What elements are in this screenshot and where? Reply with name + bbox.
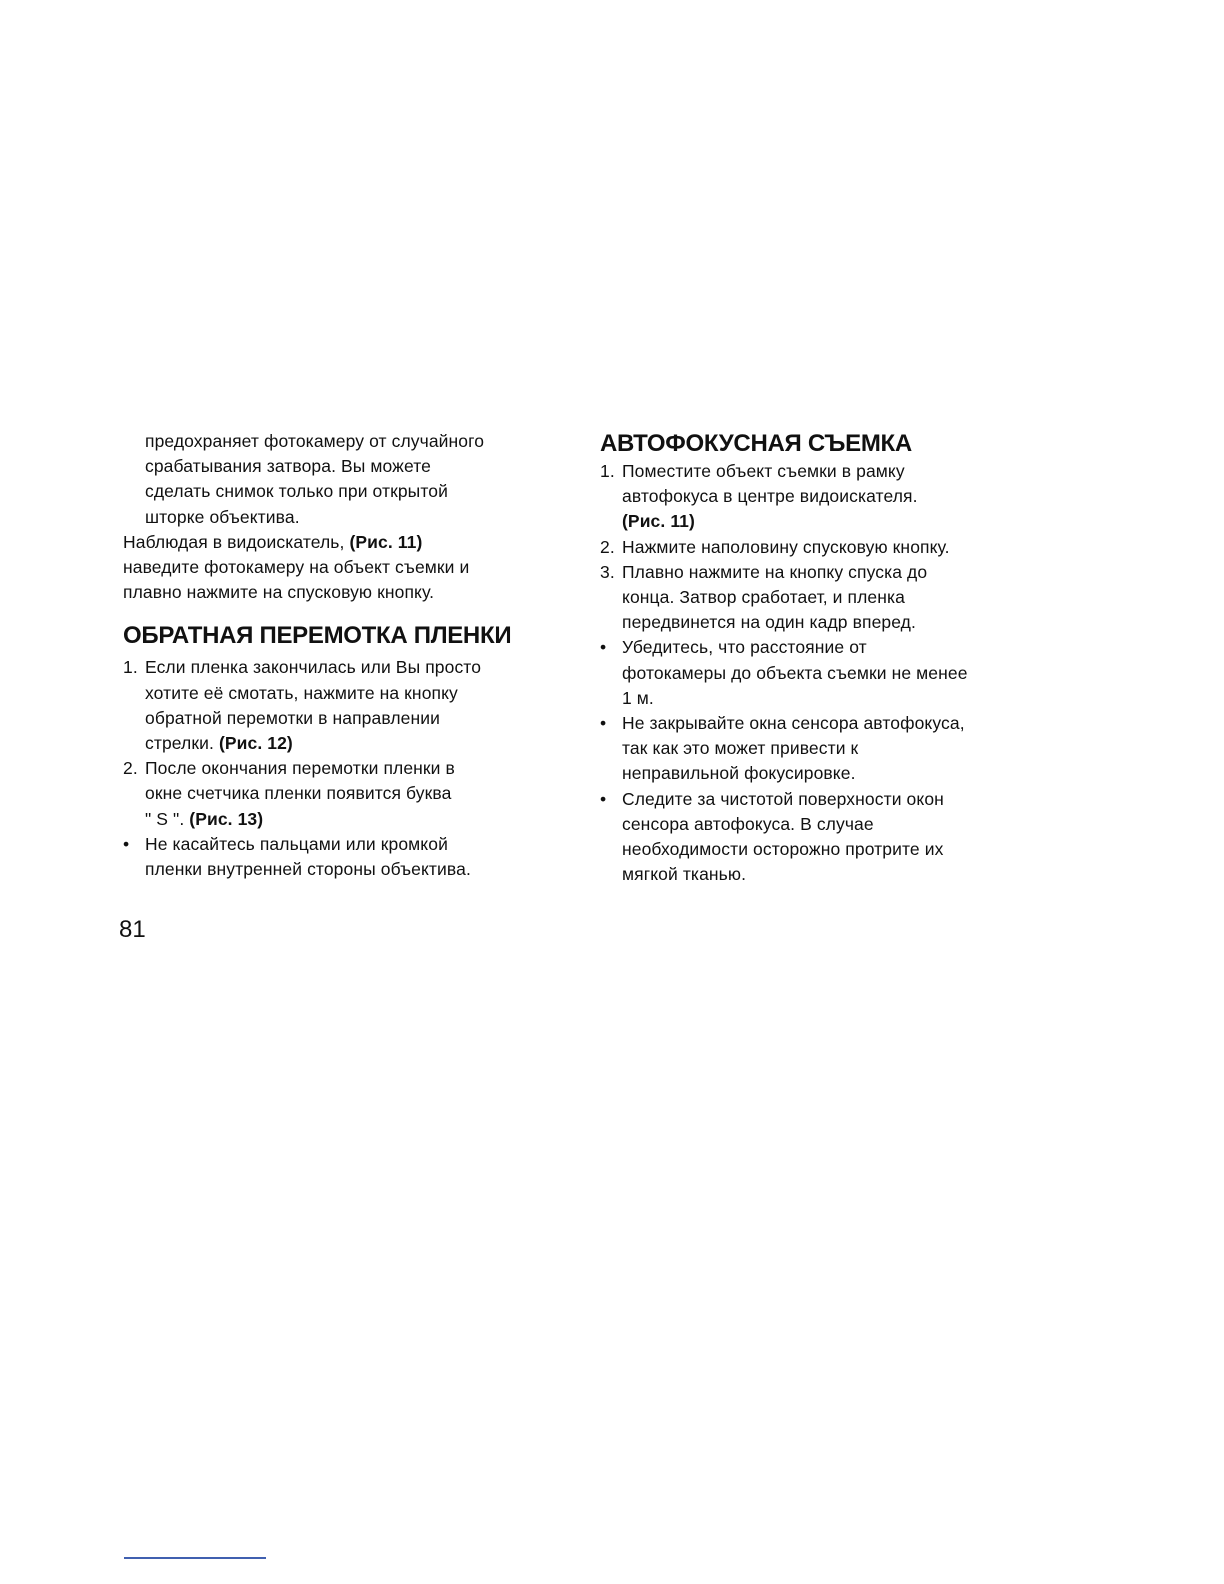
list-item [600,635,1040,711]
text-line: предохраняет фотокамеру от случайного [145,431,485,451]
text-line: Если пленка закончилась или Вы просто [145,657,482,678]
text-line [622,509,1040,534]
text-line: необходимости осторожно протрите их [622,839,944,860]
text-line: Плавно нажмите на кнопку спуска до [622,561,928,582]
text-line: мягкой тканью. [622,864,747,885]
section-heading-rewind: ОБРАТНАЯ ПЕРЕМОТКА ПЛЕНКИ [123,622,512,650]
text-line: После окончания перемотки пленки в [145,758,455,779]
text-line [123,530,563,555]
left-column [123,429,563,882]
text-line: фотокамеры до объекта съемки не менее [622,662,968,683]
intro-paragraph [123,429,563,530]
text-line: пленки внутренней стороны объектива. [145,859,471,880]
list-item [123,756,563,832]
list-marker: 1. [600,461,615,481]
text-fragment: Наблюдая в видоискатель, [123,531,345,552]
page-number: 81 [119,916,146,943]
text-line: передвинется на один кадр вперед. [622,612,916,633]
text-line: плавно нажмите на спусковую кнопку. [123,582,435,603]
figure-reference: (Рис. 11) [622,511,695,532]
text-line: Следите за чистотой поверхности окон [622,788,944,809]
list-item [123,832,563,882]
text-fragment: " S ". [145,808,185,829]
text-line: сделать снимок только при открытой [145,481,448,502]
viewfinder-paragraph [123,530,563,606]
figure-reference: (Рис. 11) [349,531,423,552]
text-line: неправильной фокусировке. [622,763,856,784]
list-item [600,787,1040,888]
bullet-marker: • [600,788,607,809]
text-line: хотите её смотать, нажмите на кнопку [145,682,458,703]
bullet-marker: • [600,713,607,734]
text-line: Не касайтесь пальцами или кромкой [145,833,448,854]
text-line: Нажмите наполовину спусковую кнопку. [622,536,950,557]
list-item [600,711,1040,787]
right-column [600,429,1040,887]
text-line: Поместите объект съемки в рамку [622,461,905,481]
list-marker: 3. [600,561,615,582]
bullet-marker: • [123,833,130,854]
text-line: Не закрывайте окна сенсора автофокуса, [622,713,965,734]
list-item [600,459,1040,535]
text-line: автофокуса в центре видоискателя. [622,486,918,507]
text-line: так как это может привести к [622,738,859,759]
text-line: шторке объектива. [145,506,300,527]
text-line [145,807,563,832]
text-line: обратной перемотки в направлении [145,707,441,728]
text-fragment: стрелки. [145,733,214,754]
text-line: наведите фотокамеру на объект съемки и [123,557,470,578]
list-item [600,535,1040,560]
list-marker: 1. [123,657,138,678]
text-line: Убедитесь, что расстояние от [622,637,867,658]
text-line [145,731,563,756]
figure-reference: (Рис. 12) [218,733,293,754]
bullet-marker: • [600,637,607,658]
text-line: окне счетчика пленки появится буква [145,783,452,804]
text-line: сенсора автофокуса. В случае [622,813,874,834]
text-line: 1 м. [622,687,654,708]
footer-rule [124,1557,266,1559]
list-item [123,655,563,756]
section-heading-autofocus: АВТОФОКУСНАЯ СЪЕМКА [600,430,912,457]
list-marker: 2. [600,536,615,557]
list-marker: 2. [123,758,138,779]
figure-reference: (Рис. 13) [189,808,264,829]
list-item [600,560,1040,636]
text-line: конца. Затвор сработает, и пленка [622,587,905,608]
text-line: срабатывания затвора. Вы можете [145,456,431,477]
